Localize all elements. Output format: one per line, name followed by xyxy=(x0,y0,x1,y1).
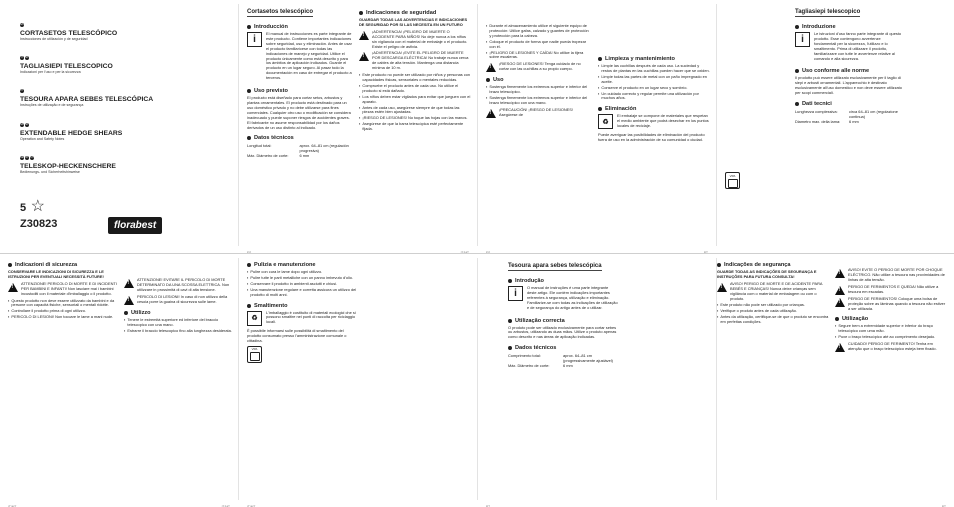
bullet-icon: ▪ xyxy=(247,274,249,280)
bullet-icon: ▪ xyxy=(359,82,361,88)
top-spread xyxy=(0,0,954,253)
table-value: 6 mm xyxy=(299,153,310,159)
cover-product-title: TESOURA APARA SEBES TELESCÓPICA xyxy=(20,96,154,104)
es-page-2: ▪ Durante el almacenamiento utilice el siguiente equipo de protección: Utilice gafas, calzado y guantes de protección y protección para la cabeza. ▪ Coloque el producto de forma que nadie pueda tropezar con él. ▪ ¡PELIGRO DE LESIONES Y CAÍDA! No utilice la tijera sobre escaleras. ! ¡RIESGO DE LESIONES! Tenga cuidado de no cortar con las cuchillas a su propio cuerpo. Uso ▪ Sostenga firmemente los extremos superior e inferior del brazo telescópico. ▪ Sostenga firmemente los extremos superior e inferior del brazo telescópico con una mano. ! ¡PRECAUCIÓN! ¡RIESGO DE LESIONES! Asegúrese de Limpieza y mantenimiento ▪ Limpie las cuchillas después de cada uso. La suciedad y restos de plantas en las cuchillas pueden hacer que se oxiden. ▪ Limpie todas las partes de metal con un paño impregnado en aceite. ▪ Conserve el producto en un lugar seco y sombrío. ▪ Un cuidado correcto y regular permite una utilización por muchos años. Eliminación ♻ El embalaje se compone de materiales que respetan el medio ambiente que podrá desechar en los puntos locales de reciclaje. Puede averiguar las posibilidades de eliminación del producto fuera de uso en la administración de su comunidad o ciudad. ES PT xyxy=(478,0,716,253)
it-page-1 xyxy=(717,0,954,253)
table-value: 6 mm xyxy=(849,119,859,125)
section-heading: Uso xyxy=(486,77,591,83)
table-label: Comprimento total: xyxy=(508,353,541,359)
section-heading: Dati tecnici xyxy=(795,101,903,107)
page-title: Tesoura apara sebes telescópica xyxy=(508,263,602,269)
es-page-1: Cortasetos telescópico Introducción i El manual de instrucciones es parte integrante de este producto. Contiene importantes indicaciones sobre seguridad, uso y eliminación. Antes de usar el producto familiarícese con todas las indicaciones de manejo y seguridad. Utilice el producto únicamente como está descrito y para los ámbitos de aplicación indicados. Guarde el producto en un lugar seguro. Al pasar todo la documentación en caso de entregar el producto a terceros. Uso previsto El producto está diseñado para cortar setos, arbustos y plantas ornamentales. El producto está destinado para un uso doméstico privado y no debe utilizarse para fines comerciales. Cualquier otro uso o modificación se considera inadecuado y puede suponer riesgos de accidentes graves. El fabricante no asume responsabilidad por los daños derivados de un uso distinto al indicado. Datos técnicos Longitud total: aprox. 64–81 cm (regulación progresiva) Máx. Diámetro de corte: 6 mm Indicaciones de seguridad GUARDAR TODAS LAS ADVERTENCIAS E INDICACIONES DE SEGURIDAD POR SI LAS NECESITA EN UN FUTURO ! ¡ADVERTENCIA! ¡PELIGRO DE MUERTE O ACCIDENTE PARA NIÑOS! No deje nunca a los niños sin vigilancia con el material de embalaje o el producto. Existe el peligro de asfixia. ! ¡ADVERTENCIA! ¡EVITE EL PELIGRO DE MUERTE POR DESCARGA ELÉCTRICA! No trabaje nunca cerca de cables de alta tensión. Mantenga una distancia mínima de 10 m. ▪ Este producto no puede ser utilizado por niños y personas con capacidades físicas, sensoriales o mentales reducidas. ▪ Compruebe el producto antes de cada uso. No utilice el producto si está dañado. ▪ Los niños deben estar vigilados para evitar que jueguen con el aparato. ▪ Antes de cada uso, asegúrese siempre de que todas las piezas estén bien ajustadas. ▪ ¡RIESGO DE LESIONES! No toque las hojas con las manos. ▪ Asegúrese de que la barra telescópica esté perfectamente fijada. ES IT/MT xyxy=(239,0,477,253)
country-code-icon: AT xyxy=(25,156,29,159)
safety-list-continued xyxy=(486,24,591,60)
warning-icon xyxy=(835,269,845,278)
section-heading: Limpieza y mantenimiento xyxy=(598,56,710,62)
cover-product-title: TELESKOP-HECKENSCHERE xyxy=(20,162,116,170)
page-title: Cortasetos telescópico xyxy=(247,9,314,15)
list-item: ▪ Una manutenzione regolare e corretta assicura un utilizzo del prodotto di molti anni. xyxy=(247,286,357,297)
list-item: ▪ Coloque el producto de forma que nadie pueda tropezar con él. xyxy=(486,38,587,49)
list-item: ▪ Asegúrese de que la barra telescópica esté perfectamente fijada. xyxy=(359,121,464,132)
country-flags xyxy=(20,23,24,27)
usage-list xyxy=(486,85,591,106)
warning-icon xyxy=(835,298,845,307)
section-heading: Indicações de segurança xyxy=(717,262,829,268)
list-item: ▪ Pulire con cura le lame dopo ogni utilizzo. xyxy=(247,269,323,274)
usage-list xyxy=(124,318,232,334)
table-label: Máx. Diámetro de corte: xyxy=(247,153,289,159)
pt-col-1: Tesoura apara sebes telescópica Introdução i O manual de instruções é uma parte integrante deste artigo. Ele contém indicações importantes referentes à segurança, utilização e eliminação. Familiarize-se com todas as indicações de utilização e de segurança do artigo antes de o utilizar. Utilização correcta O produto pode ser utilizado exclusivamente para cortar sebes ou arbustos, utilizando as duas mãos. Utilize o produto apenas como descrito e nas áreas de aplicação indicadas. Dados técnicos Comprimento total: aprox. 64–81 cm (progressivamente ajustável) Máx. Diâmetro de corte: 6 mm xyxy=(508,263,618,369)
cover-product-title: TAGLIASIEPI TELESCOPICO xyxy=(20,63,113,71)
bullet-icon xyxy=(795,102,799,106)
warning-block: ! AVISO! EVITE O PERIGO DE MORTE POR CHOQUE ELÉCTRICO. Não utilize a tesoura nas proximidades de linhas de alta tensão. xyxy=(835,268,947,283)
section-heading: Utilizzo xyxy=(124,310,232,316)
info-box: i Le istruzioni d'uso fanno parte integrante di questo prodotto. Esse contengono avvertenze fondamentali per la sicurezza, l'utilizzo e lo smaltimento. Prima di utilizzare il prodotto, familiarizzare con tutte le avvertenze relative al comando e alla sicurezza. xyxy=(795,32,903,63)
pt-page-2: Indicações de segurança GUARDE TODAS AS INDICAÇÕES DE SEGURANÇA E INSTRUÇÕES PARA FUTURA CONSULTA! ! AVISO! PERIGO DE MORTE E DE ACIDENTE PARA BEBÉS E CRIANÇAS! Nunca deixe crianças sem vigilância com o material de embalagem ou com o produto. ▪ Este produto não pode ser utilizado por crianças. ▪ Verifique o produto antes de cada utilização. ▪ Antes da utilização, certifique-se de que o produto se encontra em perfeitas condições. ! AVISO! EVITE O PERIGO DE MORTE POR CHOQUE ELÉCTRICO. Não utilize a tesoura nas proximidades de linhas de alta tensão. ! PERIGO DE FERIMENTOS E QUEDA! Não utilize a tesoura em escadas. ! PERIGO DE FERIMENTOS! Coloque uma bolsa de proteção sobre as lâminas quando a tesoura não estiver a ser utilizada. Utilização ▪ Segure bem a extremidade superior e inferior do braço telescópico com uma mão. ▪ Puxe o braço telescópico até ao comprimento desejado. ! CUIDADO! PERIGO DE FERIMENTO! Tenha em atenção que o braço telescópico esteja bem fixado. PT xyxy=(717,254,954,507)
warning-icon xyxy=(124,296,134,305)
country-code-icon: CH xyxy=(30,156,34,159)
bullet-icon: ▪ xyxy=(486,38,488,44)
it-col-5: Pulizia e manutenzione ▪ Pulire con cura le lame dopo ogni utilizzo. ▪ Pulire tutte le parti metalliche con un panno imbevuto d'olio. ▪ Conservare il prodotto in ambienti asciutti e chiusi. ▪ Una manutenzione regolare e corretta assicura un utilizzo del prodotto di molti anni. Smaltimento ♻ L'imballaggio è costituito di materiali ecologici che si possono smaltire nei punti di raccolta per riciclaggio locali. È possibile informarsi sulle possibilità di smaltimento del prodotto consumato presso l'amministrazione comunale o cittadina. VPA xyxy=(247,254,357,363)
pt-page-1: Tesoura apara sebes telescópica Introdução i O manual de instruções é uma parte integrante deste artigo. Ele contém indicações importantes referentes à segurança, utilização e eliminação. Familiarize-se com todas as indicações de utilização e de segurança do artigo antes de o utilizar. Utilização correcta O produto pode ser utilizado exclusivamente para cortar sebes ou arbustos, utilizando as duas mãos. Utilize o produto apenas como descrito e nas áreas de aplicação indicadas. Dados técnicos Comprimento total: aprox. 64–81 cm (progressivamente ajustável) Máx. Diâmetro de corte: 6 mm PT xyxy=(478,254,716,507)
vpa-icon: VPA xyxy=(247,346,262,363)
warranty-badge xyxy=(20,196,45,216)
warranty-years: 5 xyxy=(20,202,27,214)
country-code-icon: GB xyxy=(20,123,24,126)
warning-block: ! PERICOLO DI LESIONI! In caso di non utilizzo della cesoia porre la guaina di sicurezza sulle lame. xyxy=(124,295,232,305)
bullet-icon: ▪ xyxy=(835,323,837,329)
bullet-icon xyxy=(795,25,799,29)
section-heading: Smaltimento xyxy=(247,303,357,309)
it-page-3: Pulizia e manutenzione ▪ Pulire con cura le lame dopo ogni utilizzo. ▪ Pulire tutte le parti metalliche con un panno imbevuto d'olio. ▪ Conservare il prodotto in ambienti asciutti e chiusi. ▪ Una manutenzione regolare e corretta assicura un utilizzo del prodotto di molti anni. Smaltimento ♻ L'imballaggio è costituito di materiali ecologici che si possono smaltire nei punti di raccolta per riciclaggio locali. È possibile informarsi sulle possibilità di smaltimento del prodotto consumato presso l'amministrazione comunale o cittadina. VPA IT/MT xyxy=(239,254,477,507)
it-col-2: Tagliasiepi telescopico Introduzione i Le istruzioni d'uso fanno parte integrante di questo prodotto. Esse contengono avvertenze fondamentali per la sicurezza, l'utilizzo e lo smaltimento. Prima di utilizzare il prodotto, familiarizzare con tutte le avvertenze relative al comando e alla sicurezza. Uso conforme alle norme Il prodotto può essere utilizzato esclusivamente per il taglio di siepi e arbusti ornamentali. L'apparecchio è destinato esclusivamente all'uso domestico e non deve essere utilizzato per scopi commerciali. Dati tecnici Lunghezza complessiva: circa 64–81 cm (regolazione continua) Diametro max. della lama: 6 mm xyxy=(795,9,902,125)
cover-subtitle: Instrucciones de utilización y de seguridad xyxy=(20,37,88,41)
table-label: Máx. Diâmetro de corte: xyxy=(508,363,550,369)
cover-subtitle: Operation and Safety Notes xyxy=(20,136,65,141)
warning-icon xyxy=(717,283,727,292)
bullet-icon: ▪ xyxy=(598,90,600,96)
bullet-icon: ▪ xyxy=(8,297,10,303)
warning-block: ! AVISO! PERIGO DE MORTE E DE ACIDENTE PARA BEBÉS E CRIANÇAS! Nunca deixe crianças sem vigilância com o material de embalagem ou com o produto. xyxy=(717,282,829,302)
bottom-spread xyxy=(0,254,954,507)
bullet-icon: ▪ xyxy=(598,84,600,90)
list-item: ▪ Conserve el producto en un lugar seco y sombrío. xyxy=(598,84,688,90)
bullet-icon: ▪ xyxy=(486,95,488,101)
list-item: ▪ Este producto no puede ser utilizado por niños y personas con capacidades físicas, sensoriales o mentales reducidas. xyxy=(359,72,471,82)
bullet-icon: ▪ xyxy=(124,327,126,333)
cover-subtitle: Indicazioni per l'uso e per la sicurezza xyxy=(20,70,81,75)
list-item: ▪ Limpie las cuchillas después de cada uso. La suciedad y restos de plantas en las cuchillas pueden hacer que se oxiden. xyxy=(598,63,710,73)
bullet-icon xyxy=(8,263,12,267)
list-item: ▪ Segure bem a extremidade superior e inferior do braço telescópico com uma mão. xyxy=(835,323,933,334)
bullet-icon: ▪ xyxy=(486,49,488,55)
list-item: ▪ Sostenga firmemente los extremos superior e inferior del brazo telescópico. xyxy=(486,84,588,95)
bullet-icon: ▪ xyxy=(247,269,249,274)
country-code-icon: IT xyxy=(20,57,24,60)
country-flags xyxy=(20,123,29,127)
country-code-icon: DE xyxy=(20,156,24,159)
cover-language-block xyxy=(20,45,230,74)
bullet-icon: ▪ xyxy=(486,23,488,28)
info-box: i O manual de instruções é uma parte integrante deste artigo. Ele contém indicações importantes referentes à segurança, utilização e eliminação. Familiarize-se com todas as indicações de utilização e de segurança do artigo antes de o utilizar. xyxy=(508,286,618,313)
country-code-icon: MT xyxy=(25,57,29,60)
country-code-icon: MT xyxy=(25,123,29,126)
bullet-icon xyxy=(247,89,251,93)
section-heading: Pulizia e manutenzione xyxy=(247,262,357,268)
warning-icon xyxy=(8,283,18,292)
bullet-icon xyxy=(247,25,251,29)
cover-language-block xyxy=(20,145,230,174)
list-item: ▪ Antes da utilização, certifique-se de que o produto se encontra em perfeitas condições. xyxy=(717,314,829,325)
bullet-icon: ▪ xyxy=(717,308,719,314)
bullet-icon xyxy=(717,263,721,267)
bullet-icon xyxy=(835,317,839,321)
table-value: aprox. 64–81 cm (regulación progresiva) xyxy=(299,143,349,154)
brand-logo xyxy=(108,215,162,234)
info-icon: i xyxy=(795,32,810,47)
list-item: ▪ PERICOLO DI LESIONI! Non toccare le lame a mani nude. xyxy=(8,314,114,320)
list-item: ▪ Limpie todas las partes de metal con un paño impregnado en aceite. xyxy=(598,73,707,84)
country-flags xyxy=(20,89,24,93)
warning-icon xyxy=(835,286,845,295)
cover-language-block xyxy=(20,12,230,41)
logo-text: florabest xyxy=(108,217,162,234)
section-heading: Introducción xyxy=(247,24,352,30)
warning-block: ! ATTENZIONE! EVITARE IL PERICOLO DI MORTE DETERMINATO DA UNA SCOSSA ELETTRICA. Non utilizzare in prossimità di cavi di alta tensione. xyxy=(124,278,232,293)
tech-data-table xyxy=(795,109,903,124)
warning-icon xyxy=(359,31,369,40)
bullet-icon: ▪ xyxy=(247,280,249,286)
bullet-icon: ▪ xyxy=(359,72,361,78)
info-icon: i xyxy=(247,32,262,47)
bullet-icon xyxy=(247,263,251,267)
bullet-icon: ▪ xyxy=(124,316,126,322)
page-title: Tagliasiepi telescopico xyxy=(795,9,861,15)
usage-list xyxy=(835,324,947,340)
cover-product-title: EXTENDABLE HEDGE SHEARS xyxy=(20,129,123,137)
cleaning-list xyxy=(247,270,357,298)
tech-data-table xyxy=(508,353,618,368)
cleaning-list xyxy=(598,64,710,101)
bullet-icon: ▪ xyxy=(359,93,361,99)
bullet-icon xyxy=(247,304,251,308)
section-heading: Utilização xyxy=(835,316,947,322)
warning-block: ! PERIGO DE FERIMENTOS E QUEDA! Não utilize a tesoura em escadas. xyxy=(835,285,947,295)
section-heading: Indicaciones de seguridad xyxy=(359,10,471,16)
bullet-icon: ▪ xyxy=(359,115,361,121)
list-item: ▪ Tenere le estremità superiore ed inferiore del braccio telescopico con una mano. xyxy=(124,316,219,327)
list-item: ▪ Questo prodotto non deve essere utilizzato da bambini e da persone con capacità fisiche, sensoriali o mentali ridotte. xyxy=(8,297,115,308)
vpa-icon: VPA xyxy=(725,172,740,189)
section-heading: Uso previsto xyxy=(247,88,352,94)
warning-icon xyxy=(124,279,134,288)
cover-page xyxy=(0,0,238,253)
section-heading: Utilização correcta xyxy=(508,318,618,324)
bullet-icon: ▪ xyxy=(486,84,488,90)
table-value: 6 mm xyxy=(563,363,573,369)
warning-block: ! PERIGO DE FERIMENTOS! Coloque uma bolsa de proteção sobre as lâminas quando a tesoura não estiver a ser utilizada. xyxy=(835,297,947,312)
warning-block: ! ATTENZIONE! PERICOLO DI MORTE E DI INCIDENTI PER BAMBINI E INFANTI! Non lasciare mai i bambini incustoditi con il materiale d'imballaggio o il prodotto. xyxy=(8,282,118,297)
cover-subtitle: Instruções de utilização e de segurança xyxy=(20,103,84,108)
section-heading: Introduzione xyxy=(795,24,903,30)
pt-col-3 xyxy=(835,254,947,354)
warning-icon xyxy=(486,109,496,118)
it-page-2: Indicazioni di sicurezza CONSERVARE LE INDICAZIONI DI SICUREZZA E LE ISTRUZIONI PER EVENTUALI NECESSITÀ FUTURE! ! ATTENZIONE! PERICOLO DI MORTE E DI INCIDENTI PER BAMBINI E INFANTI! Non lasciare mai i bambini incustoditi con il materiale d'imballaggio o il prodotto. ▪ Questo prodotto non deve essere utilizzato da bambini e da persone con capacità fisiche, sensoriali o mentali ridotte. ▪ Controllare il prodotto prima di ogni utilizzo. ▪ PERICOLO DI LESIONI! Non toccare le lame a mani nude. ! ATTENZIONE! EVITARE IL PERICOLO DI MORTE DETERMINATO DA UNA SCOSSA ELETTRICA. Non utilizzare in prossimità di cavi di alta tensione. ! PERICOLO DI LESIONI! In caso di non utilizzo della cesoia porre la guaina di sicurezza sulle lame. Utilizzo ▪ Tenere le estremità superiore ed inferiore del braccio telescopico con una mano. ▪ Estrarre il braccio telescopico fino alla lunghezza desiderata. IT/MT IT/MT xyxy=(0,254,238,507)
bullet-icon: ▪ xyxy=(835,334,837,340)
list-item: ▪ Antes de cada uso, asegúrese siempre de que todas las piezas estén bien ajustadas. xyxy=(359,104,460,115)
cover-language-block xyxy=(20,112,230,141)
list-item: ▪ Durante el almacenamiento utilice el siguiente equipo de protección: Utilice gafas, calzado y guantes de protección y protección para la cabeza. xyxy=(486,23,589,38)
list-item: ▪ Sostenga firmemente los extremos superior e inferior del brazo telescópico con una mano. xyxy=(486,95,588,106)
list-item: ▪ Estrarre il braccio telescopico fino alla lunghezza desiderata. xyxy=(124,327,232,333)
warning-block: ! ¡ADVERTENCIA! ¡PELIGRO DE MUERTE O ACCIDENTE PARA NIÑOS! No deje nunca a los niños sin vigilancia con el material de embalaje o el producto. Existe el peligro de asfixia. xyxy=(359,30,471,50)
list-item: ▪ Un cuidado correcto y regular permite una utilización por muchos años. xyxy=(598,90,699,101)
recycle-icon: ♻ xyxy=(247,311,262,326)
list-item: ▪ Compruebe el producto antes de cada uso. No utilice el producto si está dañado. xyxy=(359,82,459,93)
bullet-icon xyxy=(508,346,512,350)
table-value: circa 64–81 cm (regolazione continua) xyxy=(849,109,898,120)
bullet-icon: ▪ xyxy=(359,121,361,127)
bullet-icon: ▪ xyxy=(8,308,10,314)
country-code-icon: PT xyxy=(20,90,24,93)
list-item: ▪ Este produto não pode ser utilizado por crianças. xyxy=(717,302,805,308)
list-item: ▪ Conservare il prodotto in ambienti asciutti e chiusi. xyxy=(247,280,338,286)
safety-list xyxy=(8,299,118,321)
section-heading: Uso conforme alle norme xyxy=(795,68,903,74)
list-item: ▪ Verifique o produto antes de cada utilização. xyxy=(717,308,797,314)
bullet-icon xyxy=(359,11,363,15)
section-heading: Indicazioni di sicurezza xyxy=(8,262,118,268)
section-heading: Introdução xyxy=(508,278,618,284)
es-col-4: Limpieza y mantenimiento ▪ Limpie las cuchillas después de cada uso. La suciedad y restos de plantas en las cuchillas pueden hacer que se oxiden. ▪ Limpie todas las partes de metal con un paño impregnado en aceite. ▪ Conserve el producto en un lugar seco y sombrío. ▪ Un cuidado correcto y regular permite una utilización por muchos años. Eliminación ♻ El embalaje se compone de materiales que respetan el medio ambiente que podrá desechar en los puntos locales de reciclaje. Puede averiguar las posibilidades de eliminación del producto fuera de uso en la administración de su comunidad o ciudad. xyxy=(598,56,710,142)
section-heading: Dados técnicos xyxy=(508,345,618,351)
list-item: ▪ Controllare il prodotto prima di ogni utilizzo. xyxy=(8,308,86,314)
bullet-icon xyxy=(598,107,602,111)
bullet-icon xyxy=(124,311,128,315)
table-label: Lunghezza complessiva: xyxy=(795,109,838,115)
es-col-3 xyxy=(486,0,591,120)
bullet-icon xyxy=(247,136,251,140)
bullet-icon xyxy=(508,319,512,323)
bullet-icon: ▪ xyxy=(717,314,719,320)
safety-list xyxy=(717,303,829,325)
country-flags xyxy=(20,156,34,160)
es-col-1: Cortasetos telescópico Introducción i El manual de instrucciones es parte integrante de este producto. Contiene importantes indicaciones sobre seguridad, uso y eliminación. Antes de usar el producto familiarícese con todas las indicaciones de manejo y seguridad. Utilice el producto únicamente como está descrito y para los ámbitos de aplicación indicados. Guarde el producto en un lugar seguro. Al pasar todo la documentación en caso de entregar el producto a terceros. Uso previsto El producto está diseñado para cortar setos, arbustos y plantas ornamentales. El producto está destinado para un uso doméstico privado y no debe utilizarse para fines comerciales. Cualquier otro uso o modificación se considera inadecuado y puede suponer riesgos de accidentes graves. El fabricante no asume responsabilidad por los daños derivados de un uso distinto al indicado. Datos técnicos Longitud total: aprox. 64–81 cm (regulación progresiva) Máx. Diámetro de corte: 6 mm xyxy=(247,9,352,159)
pt-col-2: Indicações de segurança GUARDE TODAS AS INDICAÇÕES DE SEGURANÇA E INSTRUÇÕES PARA FUTURA CONSULTA! ! AVISO! PERIGO DE MORTE E DE ACIDENTE PARA BEBÉS E CRIANÇAS! Nunca deixe crianças sem vigilância com o material de embalagem ou com o produto. ▪ Este produto não pode ser utilizado por crianças. ▪ Verifique o produto antes de cada utilização. ▪ Antes da utilização, certifique-se de que o produto se encontra em perfeitas condições. xyxy=(717,254,829,326)
table-label: Diametro max. della lama: xyxy=(795,119,841,125)
bullet-icon: ▪ xyxy=(247,286,249,292)
country-code-icon: ES xyxy=(20,24,24,26)
recycle-box: ♻ L'imballaggio è costituito di materiali ecologici che si possono smaltire nei punti di raccolta per riciclaggio locali. xyxy=(247,311,357,328)
warning-block: ! CUIDADO! PERIGO DE FERIMENTO! Tenha em atenção que o braço telescópico esteja bem fixado. xyxy=(835,342,947,352)
safety-list xyxy=(359,73,471,132)
it-col-3: Indicazioni di sicurezza CONSERVARE LE INDICAZIONI DI SICUREZZA E LE ISTRUZIONI PER EVENTUALI NECESSITÀ FUTURE! ! ATTENZIONE! PERICOLO DI MORTE E DI INCIDENTI PER BAMBINI E INFANTI! Non lasciare mai i bambini incustoditi con il materiale d'imballaggio o il prodotto. ▪ Questo prodotto non deve essere utilizzato da bambini e da persone con capacità fisiche, sensoriali o mentali ridotte. ▪ Controllare il prodotto prima di ogni utilizzo. ▪ PERICOLO DI LESIONI! Non toccare le lame a mani nude. xyxy=(8,254,118,321)
cover-languages xyxy=(20,12,230,178)
recycle-icon: ♻ xyxy=(598,114,613,129)
list-item: ▪ ¡PELIGRO DE LESIONES Y CAÍDA! No utilice la tijera sobre escaleras. xyxy=(486,49,584,60)
warning-icon xyxy=(359,52,369,61)
list-item: ▪ Puxe o braço telescópico até ao comprimento desejado. xyxy=(835,334,936,340)
bullet-icon xyxy=(508,279,512,283)
cover-language-block xyxy=(20,78,230,107)
warning-icon xyxy=(835,343,845,352)
warning-icon xyxy=(486,63,496,72)
bullet-icon xyxy=(795,69,799,73)
es-col-2: Indicaciones de seguridad GUARDAR TODAS LAS ADVERTENCIAS E INDICACIONES DE SEGURIDAD POR SI LAS NECESITA EN UN FUTURO ! ¡ADVERTENCIA! ¡PELIGRO DE MUERTE O ACCIDENTE PARA NIÑOS! No deje nunca a los niños sin vigilancia con el material de embalaje o el producto. Existe el peligro de asfixia. ! ¡ADVERTENCIA! ¡EVITE EL PELIGRO DE MUERTE POR DESCARGA ELÉCTRICA! No trabaje nunca cerca de cables de alta tensión. Mantenga una distancia mínima de 10 m. ▪ Este producto no puede ser utilizado por niños y personas con capacidades físicas, sensoriales o mentales reducidas. ▪ Compruebe el producto antes de cada uso. No utilice el producto si está dañado. ▪ Los niños deben estar vigilados para evitar que jueguen con el aparato. ▪ Antes de cada uso, asegúrese siempre de que todas las piezas estén bien ajustadas. ▪ ¡RIESGO DE LESIONES! No toque las hojas con las manos. ▪ Asegúrese de que la barra telescópica esté perfectamente fijada. xyxy=(359,0,471,133)
table-label: Longitud total: xyxy=(247,143,272,149)
bullet-icon: ▪ xyxy=(717,302,719,308)
section-heading: Eliminación xyxy=(598,106,710,112)
bullet-icon xyxy=(486,78,490,82)
table-value: aprox. 64–81 cm (progressivamente ajustável) xyxy=(563,353,613,364)
star-icon: ☆ xyxy=(30,198,45,215)
warning-block: ! ¡PRECAUCIÓN! ¡RIESGO DE LESIONES! Asegúrese de xyxy=(486,108,591,118)
info-box: i El manual de instrucciones es parte integrante de este producto. Contiene importantes indicaciones sobre seguridad, uso y eliminación. Antes de usar el producto familiarícese con todas las indicaciones de manejo y seguridad. Utilice el producto únicamente como está descrito y para los ámbitos de aplicación indicados. Guarde el producto en un lugar seguro. Al pasar todo la documentación en caso de entregar el producto a terceros. xyxy=(247,32,352,83)
warning-block: ! ¡ADVERTENCIA! ¡EVITE EL PELIGRO DE MUERTE POR DESCARGA ELÉCTRICA! No trabaje nunca cerca de cables de alta tensión. Mantenga una distancia mínima de 10 m. xyxy=(359,51,471,71)
info-icon: i xyxy=(508,286,523,301)
country-flags xyxy=(20,56,29,60)
bullet-icon: ▪ xyxy=(598,73,600,79)
list-item: ▪ Los niños deben estar vigilados para evitar que jueguen con el aparato. xyxy=(359,93,471,104)
model-number: Z30823 xyxy=(20,218,58,230)
bullet-icon xyxy=(598,57,602,61)
list-item: ▪ Pulire tutte le parti metalliche con un panno imbevuto d'olio. xyxy=(247,274,353,280)
bullet-icon: ▪ xyxy=(598,63,600,68)
warning-block: ! ¡RIESGO DE LESIONES! Tenga cuidado de no cortar con las cuchillas a su propio cuerpo. xyxy=(486,62,591,72)
bullet-icon: ▪ xyxy=(359,104,361,110)
recycle-box: ♻ El embalaje se compone de materiales que respetan el medio ambiente que podrá desechar en los puntos locales de reciclaje. xyxy=(598,114,710,131)
list-item: ▪ ¡RIESGO DE LESIONES! No toque las hojas con las manos. xyxy=(359,115,468,121)
tech-data-table xyxy=(247,143,352,158)
cover-product-title: CORTASETOS TELESCÓPICO xyxy=(20,30,118,37)
it-col-4 xyxy=(124,254,232,334)
section-heading: Datos técnicos xyxy=(247,135,352,141)
bullet-icon: ▪ xyxy=(8,314,10,320)
cover-subtitle: Bedienungs- und Sicherheitshinweise xyxy=(20,169,80,174)
